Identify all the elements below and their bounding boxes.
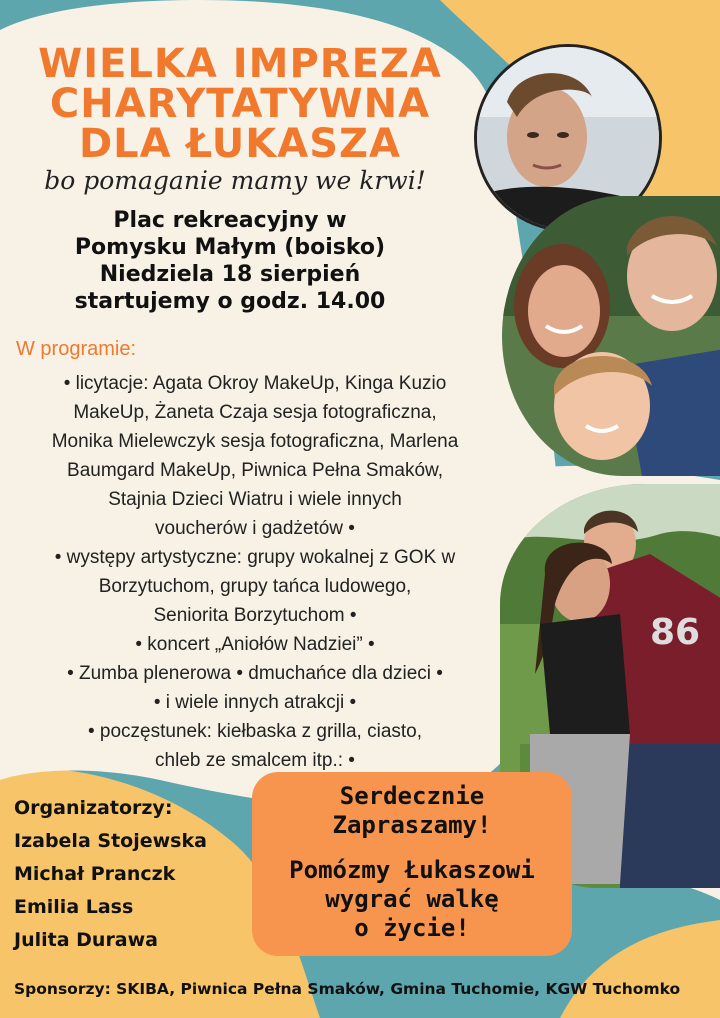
sponsors-line: Sponsorzy: SKIBA, Piwnica Pełna Smaków, Gmina Tuchomie, KGW Tuchomko xyxy=(14,980,681,998)
program-line: • występy artystyczne: grupy wokalnej z GOK w xyxy=(54,547,456,568)
program-line: • poczęstunek: kiełbaska z grilla, ciasto, xyxy=(87,721,423,742)
organizer-name: Izabela Stojewska xyxy=(14,830,207,852)
organizers-heading: Organizatorzy: xyxy=(14,797,173,819)
program-line: • koncert „Aniołów Nadziei” • xyxy=(135,634,375,655)
invite-line-2: Zapraszamy! xyxy=(332,811,492,839)
program-list xyxy=(8,369,502,775)
program-line: MakeUp, Żaneta Czaja sesja fotograficzna, xyxy=(73,402,437,423)
svg-text:86: 86 xyxy=(650,612,701,653)
organizer-name: Julita Durawa xyxy=(14,929,159,951)
main-title xyxy=(0,41,480,167)
organizer-name: Michał Pranczk xyxy=(14,863,176,885)
tagline: bo pomaganie mamy we krwi! xyxy=(44,166,426,195)
invite-line-4: wygrać walkę xyxy=(325,885,499,913)
event-info xyxy=(10,207,450,315)
organizer-name: Emilia Lass xyxy=(14,896,134,918)
program-line: • i wiele innych atrakcji • xyxy=(153,692,357,713)
event-line-1: Plac rekreacyjny w xyxy=(113,208,347,233)
invite-line-3: Pomózmy Łukaszowi xyxy=(289,856,535,884)
event-line-3: Niedziela 18 sierpień xyxy=(99,262,361,287)
program-heading: W programie: xyxy=(16,338,137,360)
program-line: voucherów i gadżetów • xyxy=(155,518,355,539)
invite-line-1: Serdecznie xyxy=(339,782,485,810)
program-line: • licytacje: Agata Okroy MakeUp, Kinga Kuzio xyxy=(63,373,447,394)
organizers-list xyxy=(14,792,207,957)
event-line-2: Pomysku Małym (boisko) xyxy=(74,235,386,260)
title-line-2: CHARYTATYWNA xyxy=(49,81,431,127)
title-line-1: WIELKA IMPREZA xyxy=(38,41,442,87)
title-line-3: DLA ŁUKASZA xyxy=(78,121,402,167)
program-line: Stajnia Dzieci Wiatru i wiele innych xyxy=(108,489,402,510)
program-line: chleb ze smalcem itp.: • xyxy=(155,750,355,771)
program-line: • Zumba plenerowa • dmuchańce dla dzieci • xyxy=(67,663,443,684)
program-line: Seniorita Borzytuchom • xyxy=(153,605,357,626)
program-line: Baumgard MakeUp, Piwnica Pełna Smaków, xyxy=(67,460,443,481)
program-line: Borzytuchom, grupy tańca ludowego, xyxy=(98,576,412,597)
invite-line-5: o życie! xyxy=(354,914,470,942)
invitation-box xyxy=(252,772,572,956)
program-line: Monika Mielewczyk sesja fotograficzna, Marlena xyxy=(51,431,459,452)
event-line-4: startujemy o godz. 14.00 xyxy=(74,289,386,314)
